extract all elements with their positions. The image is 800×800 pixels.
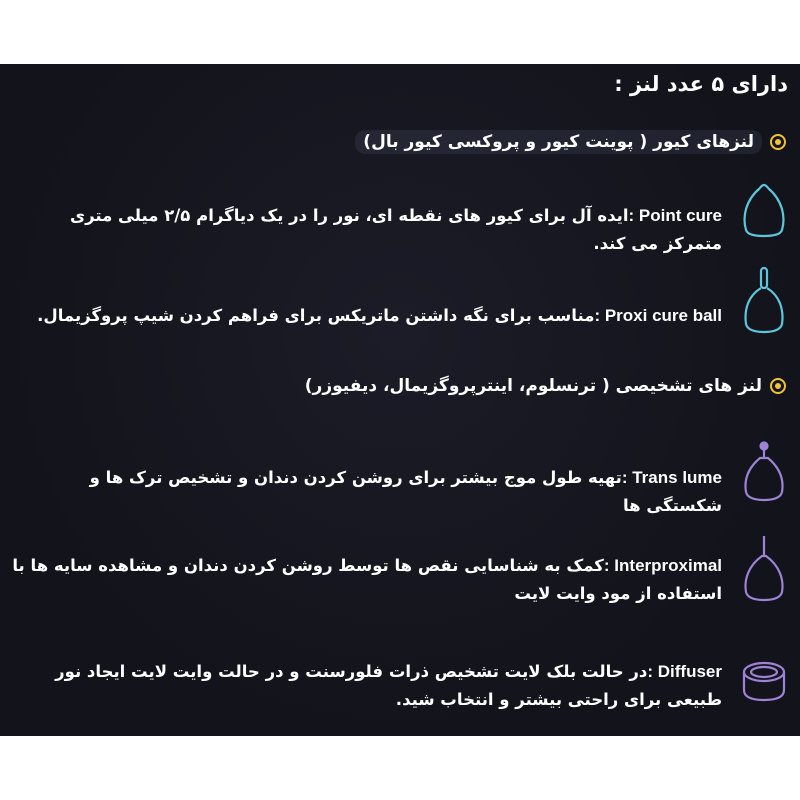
page-title: دارای ۵ عدد لنز : (614, 72, 788, 96)
section-heading-text: لنزهای کیور ( پوینت کیور و پروکسی کیور بال) (355, 130, 762, 154)
section-heading-cure (355, 130, 786, 154)
bullet-icon (770, 134, 786, 150)
item-term: Point cure (638, 206, 722, 225)
item-description: تهیه طول موج بیشتر برای روشن کردن دندان و تشخیص ترک ها و شکستگی ها (89, 468, 722, 515)
lens-info-panel (0, 64, 800, 736)
point-cure-lens-icon (740, 180, 788, 244)
item-term: Proxi cure ball (604, 306, 722, 325)
list-item-diffuser: Diffuser: در حالت بلک لایت تشخیص ذرات فلورسنت و در حالت وایت لایت ایجاد نور طبیعی برای راحتی بیشتر و انتخاب شید. (0, 644, 800, 724)
section-heading-diagnostic (305, 376, 786, 396)
item-term: Interproximal (614, 556, 722, 575)
list-item-proxi-cure-ball: Proxi cure ball: مناسب برای نگه داشتن ماتریکس برای فراهم کردن شیپ پروگزیمال. (0, 262, 800, 342)
item-description: مناسب برای نگه داشتن ماتریکس برای فراهم کردن شیپ پروگزیمال. (37, 306, 595, 325)
item-description: در حالت بلک لایت تشخیص ذرات فلورسنت و در حالت وایت لایت ایجاد نور طبیعی برای راحتی بیشتر و انتخاب شید. (55, 662, 722, 709)
list-item-point-cure: Point cure: ایده آل برای کیور های نقطه ای، نور را در یک دیاگرام ۲/۵ میلی متری متمرکز می کند. (0, 174, 800, 254)
item-description: ایده آل برای کیور های نقطه ای، نور را در یک دیاگرام ۲/۵ میلی متری متمرکز می کند. (69, 206, 722, 253)
trans-lume-lens-icon (740, 440, 788, 504)
item-term: Trans lume (632, 468, 722, 487)
item-description: کمک به شناسایی نقص ها توسط روشن کردن دندان و مشاهده سایه ها با استفاده از مود وایت لایت (12, 556, 722, 603)
item-term: Diffuser (657, 662, 722, 681)
section-heading-text: لنز های تشخیصی ( ترنسلوم، اینترپروگزیمال، دیفیوزر) (304, 376, 762, 396)
diffuser-lens-icon (740, 660, 788, 704)
interproximal-lens-icon (740, 534, 788, 606)
proxi-cure-ball-lens-icon (740, 266, 788, 338)
bullet-icon (770, 378, 786, 394)
list-item-interproximal: Interproximal: کمک به شناسایی نقص ها توسط روشن کردن دندان و مشاهده سایه ها با استفاده از مود وایت لایت (0, 532, 800, 612)
list-item-trans-lume: Trans lume: تهیه طول موج بیشتر برای روشن کردن دندان و تشخیص ترک ها و شکستگی ها (0, 438, 800, 518)
